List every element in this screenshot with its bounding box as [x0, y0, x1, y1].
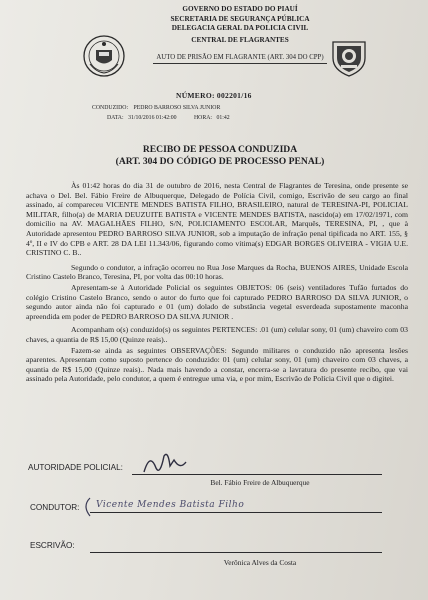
paragraph-location: Segundo o condutor, a infração ocorreu no Rua Jose Marques da Rocha, BUENOS AIRES, Unidade Escola Cristino Castelo Branco, Teresina, PI, por volta das 00:10 horas.: [26, 262, 408, 282]
document-header: [150, 5, 330, 64]
header-auto-prisao: AUTO DE PRISÃO EM FLAGRANTE (ART. 304 DO CPP): [153, 53, 326, 64]
paragraph-observations: Fazem-se ainda as seguintes OBSERVAÇÕES: Segundo militares o conduzido não apresenta lesões aparentes. Apresentam como suposto pertence do conduzido: 01 (um) celular sony, 01 (um) chaveiro com 03 chaves, a quantia de R$ 15,00 (Quinze reais).. Nada mais havendo a constar, encerra-se a lavratura do presente recibo, que vai assinado pela Autoridade, pelo condutor, a quem é entregue uma via, e por mim, Escrivão de Polícia Civil que o digitei.: [26, 345, 408, 384]
header-delegacia: DELEGACIA GERAL DA POLICIA CIVIL: [171, 24, 309, 33]
conduzido-value: PEDRO BARROSO SILVA JUNIOR: [133, 105, 221, 111]
hora-value: 01:42: [216, 115, 230, 121]
escrivao-name: Verônica Alves da Costa: [223, 558, 297, 567]
condutor-label: CONDUTOR:: [30, 503, 80, 512]
autoridade-signature-line: [132, 474, 382, 475]
police-badge-icon: [327, 34, 371, 78]
autoridade-label: AUTORIDADE POLICIAL:: [28, 463, 123, 472]
date-row: [107, 114, 230, 122]
conduzido-row: [92, 104, 220, 112]
receipt-subtitle: (ART. 304 DO CÓDIGO DE PROCESSO PENAL): [115, 156, 325, 167]
condutor-bracket-mark: [80, 496, 94, 518]
hora-label: HORA:: [194, 115, 213, 121]
paragraph-objects: Apresentam-se à Autoridade Policial os seguintes OBJETOS: 06 (seis) ventiladores Tufão furtados do colégio Cristino Castelo Branco, sendo o autor do furto que foi capturado PEDRO BARROSO DA SILVA JUNIOR, o segundo autor ainda não foi capturado e 01 (um) dolado de substância vegetal esverdeada supostamente maconha apreendida em poder de PEDRO BARROSO DA SILVA JUNIOR .: [26, 282, 408, 321]
condutor-handwritten-signature: Vicente Mendes Batista Filho: [96, 500, 245, 510]
document-body: [26, 181, 408, 385]
condutor-signature-line: [90, 512, 382, 513]
header-central: CENTRAL DE FLAGRANTES: [191, 35, 289, 44]
receipt-title: RECIBO DE PESSOA CONDUZIDA: [142, 144, 298, 155]
escrivao-label: ESCRIVÃO:: [30, 541, 75, 550]
autoridade-name: Bel. Fábio Freire de Albuquerque: [210, 478, 310, 487]
data-label: DATA:: [107, 115, 124, 121]
document-number: NÚMERO: 002201/16: [176, 91, 252, 100]
paragraph-presentation: Às 01:42 horas do dia 31 de outubro de 2016, nesta Central de Flagrantes de Teresina, onde presente se achava o Del. Bel. Fábio Freire de Albuquerque, Delegado de Polícia Civil, comigo, Escrivão de seu cargo ao final assinado, aí compareceu VICENTE MENDES BATISTA FILHO, BRASILEIRO, natural de TERESINA-PI, POLICIAL MILITAR, filho(a) de MARIA DEUZUITE BATISTA e VICENTE MENDES BATISTA, nascido(a) em 17/02/1971, com domicílio na AV. MAGALHÃES FILHO, S/N, POLICIAMENTO ESCOLAR, Marquês, TERESINA, PI, , que à Autoridade apresentou PEDRO BARROSO SILVA JUNIOR, sob a imputação de infração penal tipificada no ART. 155, § 4º, II e IV do CPB e ART. 28 DA LEI 11.343/06, figurando como vítima(s) EDGAR BORGES OLIVEIRA - VIGIA U.E. CRISTINO C. B..: [26, 181, 408, 258]
escrivao-signature-line: [90, 552, 382, 553]
data-value: 31/10/2016 01:42:00: [128, 115, 177, 121]
state-coat-of-arms-icon: [82, 34, 126, 78]
conduzido-label: CONDUZIDO:: [92, 105, 129, 111]
header-government: GOVERNO DO ESTADO DO PIAUÍ: [182, 5, 298, 13]
header-secretariat: SECRETARIA DE SEGURANÇA PÚBLICA: [170, 14, 310, 23]
paragraph-belongings: Acompanham o(s) conduzido(s) os seguintes PERTENCES: .01 (um) celular sony, 01 (um) chaveiro com 03 chaves, a quantia de R$ 15,00 (Quinze reais)..: [26, 325, 408, 344]
